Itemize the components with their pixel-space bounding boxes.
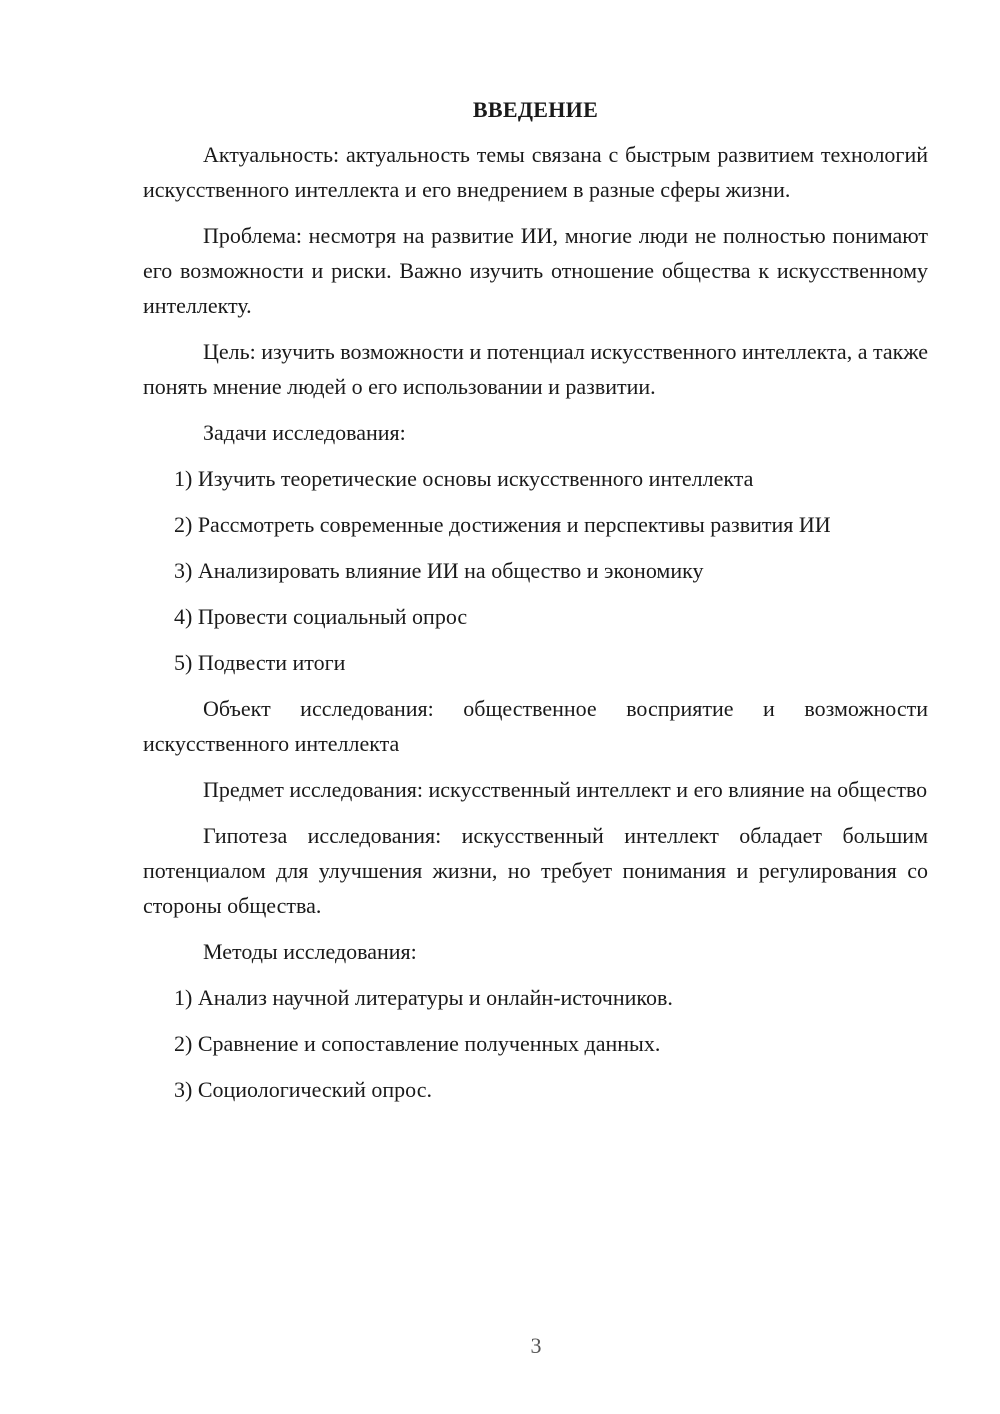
methods-list — [143, 980, 928, 1107]
page-number: 3 — [530, 1333, 542, 1358]
list-item: 2) Сравнение и сопоставление полученных данных. — [174, 1031, 661, 1056]
object-paragraph: Объект исследования: общественное восприятие и возможности искусственного интеллекта — [143, 696, 928, 756]
list-item: 5) Подвести итоги — [174, 650, 346, 675]
list-item: 3) Анализировать влияние ИИ на общество и экономику — [174, 558, 704, 583]
document-page — [143, 95, 928, 1118]
list-item: 3) Социологический опрос. — [174, 1077, 432, 1102]
relevance-paragraph: Актуальность: актуальность темы связана с быстрым развитием технологий искусственного интеллекта и его внедрением в разные сферы жизни. — [143, 142, 928, 202]
subject-paragraph: Предмет исследования: искусственный интеллект и его влияние на общество — [203, 777, 928, 802]
list-item: 4) Провести социальный опрос — [174, 604, 468, 629]
methods-heading: Методы исследования: — [203, 939, 417, 964]
section-title: ВВЕДЕНИЕ — [472, 97, 599, 122]
list-item: 1) Анализ научной литературы и онлайн-источников. — [174, 985, 673, 1010]
list-item: 1) Изучить теоретические основы искусственного интеллекта — [174, 466, 754, 491]
goal-paragraph: Цель: изучить возможности и потенциал искусственного интеллекта, а также понять мнение людей о его использовании и развитии. — [143, 339, 928, 399]
problem-paragraph: Проблема: несмотря на развитие ИИ, многие люди не полностью понимают его возможности и риски. Важно изучить отношение общества к искусственному интеллекту. — [143, 223, 928, 318]
list-item: 2) Рассмотреть современные достижения и перспективы развития ИИ — [174, 512, 831, 537]
tasks-heading: Задачи исследования: — [203, 420, 406, 445]
tasks-list — [143, 461, 928, 680]
hypothesis-paragraph: Гипотеза исследования: искусственный интеллект обладает большим потенциалом для улучшения жизни, но требует понимания и регулирования со стороны общества. — [143, 823, 928, 918]
